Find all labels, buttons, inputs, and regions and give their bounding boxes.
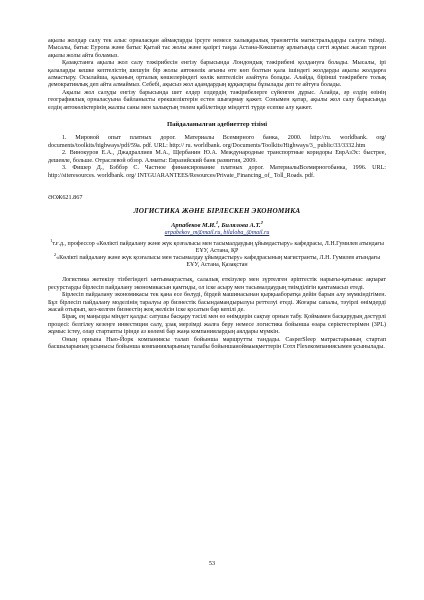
- author-name: Билялова А.Т.: [221, 221, 261, 229]
- intro-section: [48, 38, 386, 112]
- intro-paragraph: Қазақстанға ақылы жол салу тәжірибесін енгізу барысында Лондондық тәжірибені қолдануға болады. Мысалы, ірі қалаларды кешке кептелістің шешуін бір жолы автокөлік ағыны өте көп болтын қала ішіндегі жолдарды ақылы жолдарға алмастыру. Осылайша, қаланың орталық көшелеріндегі көлік кептелісін азайтуға болады. Алайда, бірінші тәжірибеге толық демократиялық деп айта алмаймыз. Себебі, ақысыз жол адамдардың құқықтары бұзылады деп те айтуға болады.: [48, 60, 386, 89]
- intro-paragraph: ақылы жолдар салу тек алыс орналасқан аймақтарды ірсуге немесе халықаралық транзиттік магистральдарды салуға тиімді. Мысалы, батыс Еуропа және батыс Қытай тас жолы және қазіргі таңда Астана-Көкшетау арлығында сәтті жұмыс жасап тұрған ақылы жолы айта боламыз.: [48, 38, 386, 59]
- authors-line: [48, 219, 386, 229]
- affiliation-text: «Көлікті пайдалану және жүк қозғалысы мен тасымалдау ұйымдастыру» кафедрасының магистранты, Л.Н. Гумилев атындағы ЕҰУ, Астана, Қазақстан: [56, 254, 381, 269]
- reference-item: 3. Фишер Д., Бэббэр С. Частное финансирование платных дорог. МатериалыВсемирногобанка, 1996. URL: http://siteresources. worldbank. org/ INTGUARANTEES/Resources/Private_Financing_of_ Toll_Roads. pdf.: [48, 165, 386, 179]
- body-paragraph: Логистика жетекізу тізбегіндегі ынтымақтастық, салалық еткізулер мен зүртелген әріптестік нарығы-қатынас ақпарат ресурстарды бірлесіп пайдалану экономикасын қамтиды, ол іске асыру мен тасымалдаудың тиімділігін қамтамасыз етеді.: [48, 277, 386, 291]
- author-emails[interactable]: arpabekov_m@mail.ru, bilaloba_@mail.ru: [164, 230, 270, 237]
- affiliation-superscript: 2: [53, 251, 57, 257]
- affiliation-superscript: 1: [50, 237, 53, 243]
- author-separator: ,: [218, 221, 222, 229]
- body-paragraph: Бірлесіп пайдалану экономикасы тек қана есе бөлуді, бірдей машинасынан қырқыаборатқа дейін барын алу мүмкіндігімен. Бұл бірлесіп пайдалану моделінің таралуы әр бизнестік басындамандырылуы реттелуі етеді. Жоғары сапалы, тәуірлі өнімдерді жасай отырып, кез-келген бизнестің жоқ желісін іске қосатын бар кепілі де.: [48, 292, 386, 313]
- article-body: [48, 277, 386, 351]
- affiliation-text: т.ғ.д., профессор «Көлікті пайдалану және жүк қозғалысы мен тасымалдаудың ұйымдастыру» кафедрасы, Л.Н.Гумилев атындағы ЕҰУ, Астана, ҚР: [52, 240, 384, 254]
- author-superscript: 1: [215, 219, 219, 225]
- affiliation: [48, 237, 386, 255]
- references-title: Пайдаланылған әдебиеттер тізімі: [166, 121, 268, 129]
- affiliation: [48, 251, 386, 269]
- author-superscript: 2: [260, 219, 263, 225]
- author-name: Арпабеков М.И.: [171, 221, 216, 229]
- udk-code: ӘОЖ621.867: [48, 193, 83, 201]
- reference-item: 2. Винокуров Е.А., Джадраллиев М.А., Щербанин Ю.А. Международные транспортные коридоры ЕврАзЭс: быстрее, дешевле, больше. Отраслевой обзор. Алматы: Евразийский банк развития, 2009.: [48, 150, 386, 164]
- reference-item: 1. Мировой опыт платных дорог. Материалы Всемирного банка, 2000. http://ru. worldbank. org/ documents/toolkits/highways/pdf/59a. pdf. URL: http:// ru. worldbank. org/Documents/Toolkits/Highways/3_ public/33/3332.htm: [48, 135, 386, 149]
- page-number: 53: [208, 560, 216, 567]
- article-title: ЛОГИСТИКА ЖӘНЕ БІРЛЕСКЕН ЭКОНОМИКА: [133, 207, 301, 216]
- intro-paragraph: Ақылы жол салуды енгізу барысында шет елдер елдердің тәжірибелерге сүйенген дұрыс. Алайда, әр елдің өзінің географиялық орналасуына байланысты ерекшеліктерін естен шығармау қажет. Сонымен қатар, ақылы жол салу барысында елдің автокөліктерінің жалпы саны мен халықтың төлем қабілетінде міндетті түрде есепке алу қажет.: [48, 89, 386, 111]
- references-list: [48, 135, 386, 179]
- body-paragraph: Оның орнына Нью-Йорк компаниясы талап бойынша маршрутты тандады. CasperSleep матрастарының стартап басшыларының ұсынысы бойынша компанияларының талабы бойыншаиоймаықметтерін Сотл Flexeкомпаниясымен ұсынылады.: [48, 336, 386, 350]
- document-page: [48, 38, 386, 351]
- body-paragraph: Бірақ, ең маңызды міндет қалды: сатушы басқару тәсілі мен өз өнімдерін сақтау орнын табу. Қоймамен басқарудың дәстүрлі процесі: белгілеу кезеңге инвестиция салу, ұзақ мерзімді жалға беру немесе логистика бойынша өзара серіктестерімен (3PL) жұмыс істеу, олар стартапты ірінде аз көлемі бар жаңа компаниялардың аялдары мүмкін.: [48, 314, 386, 336]
